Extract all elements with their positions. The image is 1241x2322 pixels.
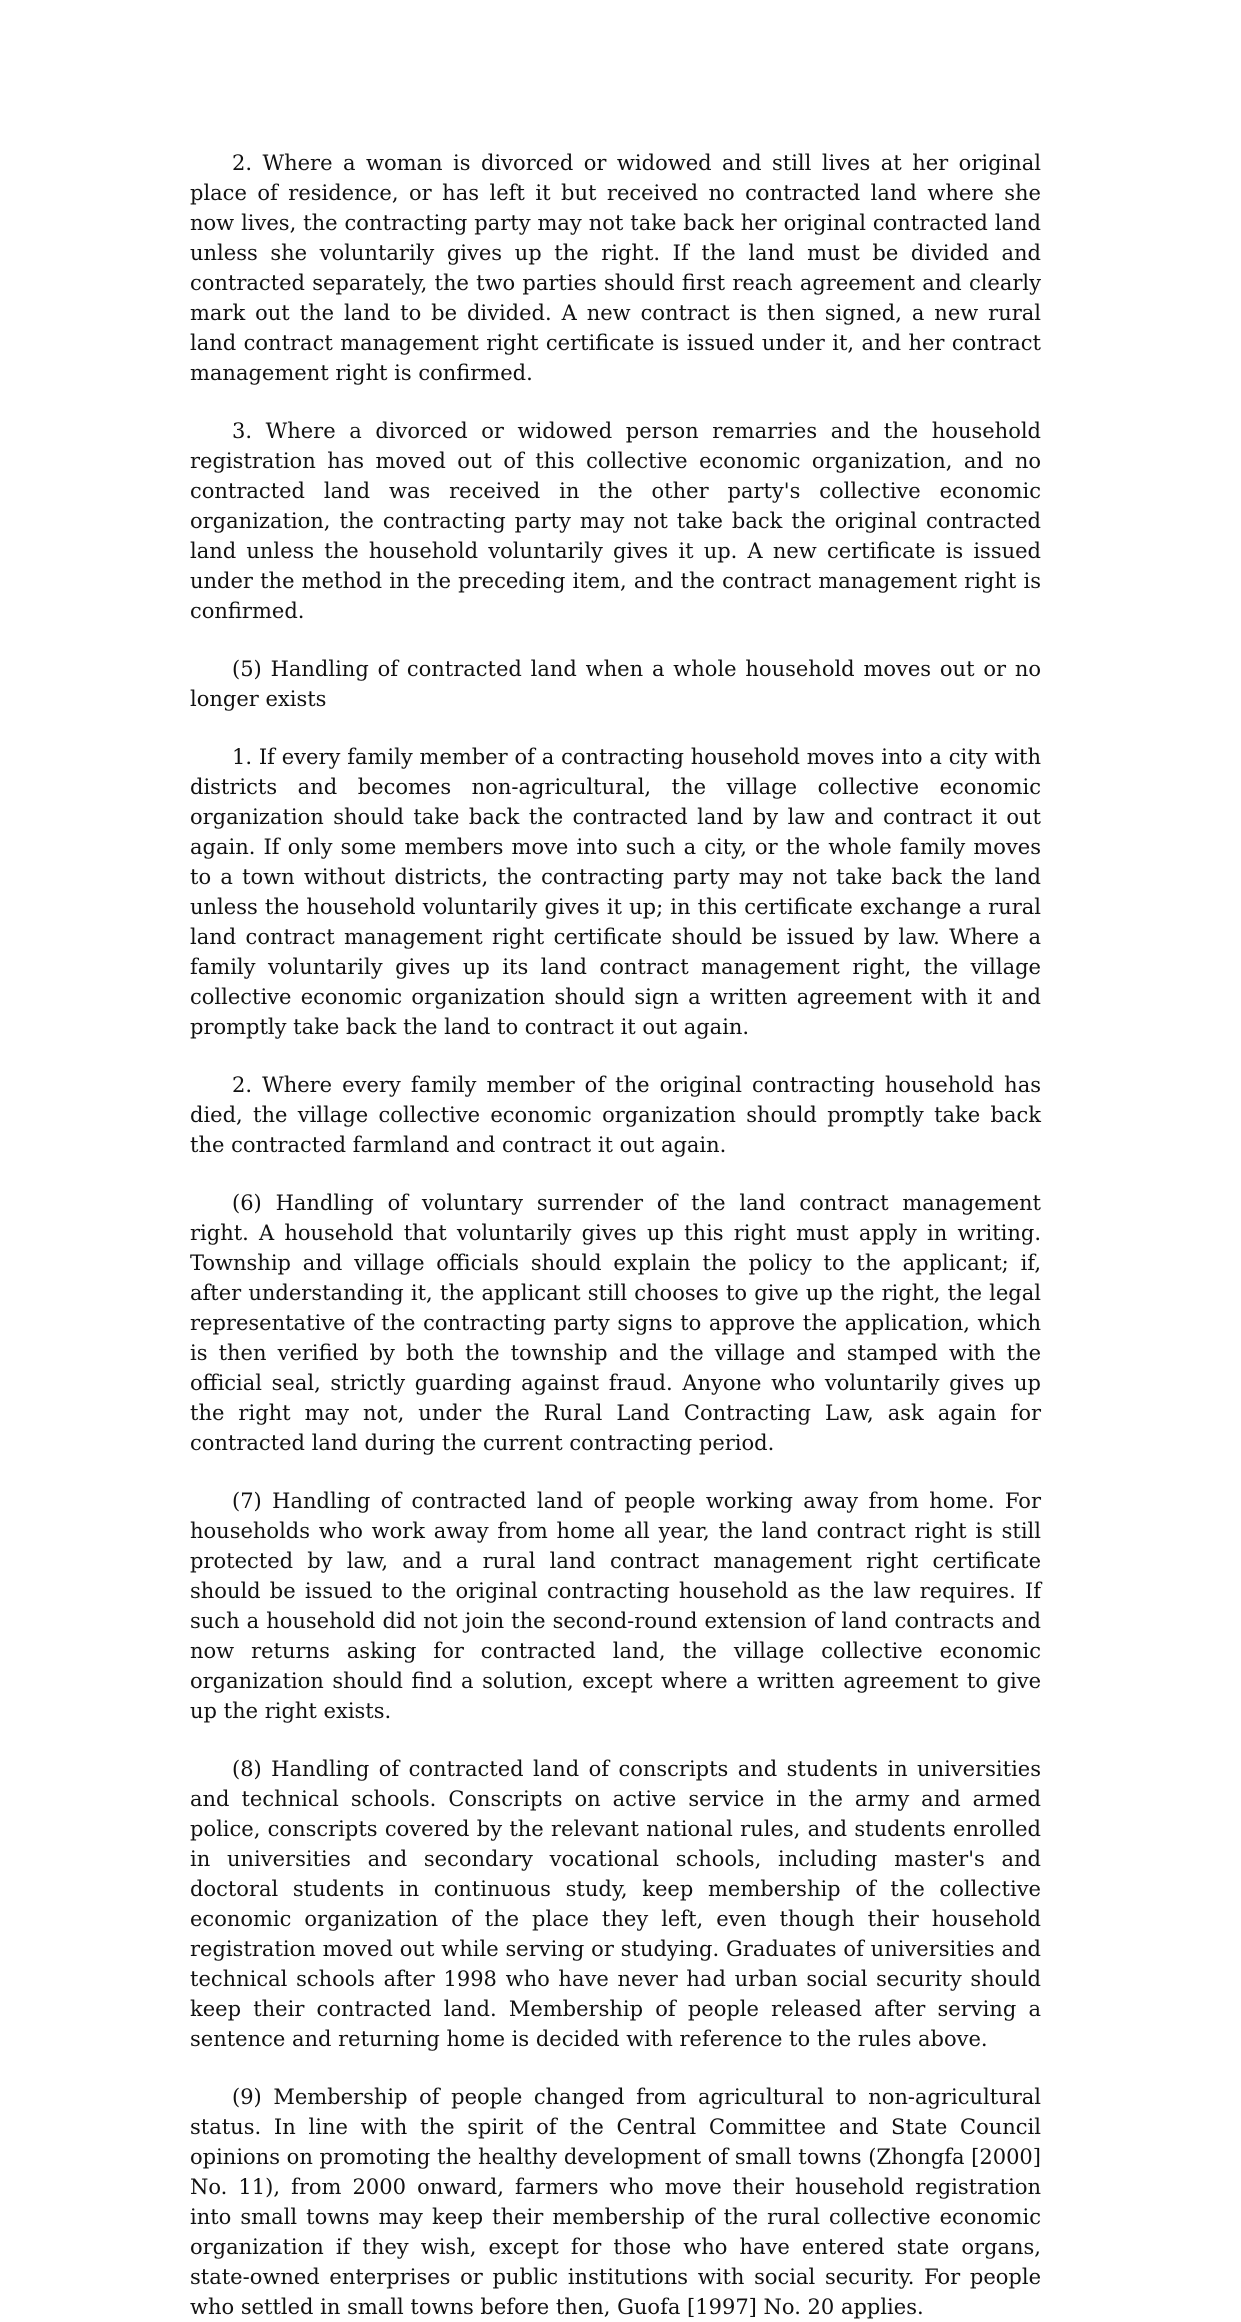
paragraph-section-seven: (7) Handling of contracted land of people working away from home. For households who work away from home all year, the land contract right is still protected by law, and a rural land contract management right certificate should be issued to the original contracting household as the law requires. If such a household did not join the second-round extension of land contracts and now returns asking for contracted land, the village collective economic organization should find a solution, except where a written agreement to give up the right exists. (190, 1489, 1041, 1723)
paragraph-divorce-widowed-women: 2. Where a woman is divorced or widowed and still lives at her original place of residence, or has left it but received no contracted land where she now lives, the contracting party may not take back her original contracted land unless she voluntarily gives up the right. If the land must be divided and contracted separately, the two parties should first reach agreement and clearly mark out the land to be divided. A new contract is then signed, a new rural land contract management right certificate is issued under it, and her contract management right is confirmed. (190, 151, 1041, 385)
paragraph-household-deceased: 2. Where every family member of the original contracting household has died, the village collective economic organization should promptly take back the contracted farmland and contract it out again. (190, 1073, 1041, 1157)
paragraph-remarriage: 3. Where a divorced or widowed person remarries and the household registration has moved out of this collective economic organization, and no contracted land was received in the other party's collective economic organization, the contracting party may not take back the original contracted land unless the household voluntarily gives it up. A new certificate is issued under the method in the preceding item, and the contract management right is confirmed. (190, 419, 1041, 623)
paragraph-section-nine: (9) Membership of people changed from agricultural to non-agricultural status. In line with the spirit of the Central Committee and State Council opinions on promoting the healthy development of small towns (Zhongfa [2000] No. 11), from 2000 onward, farmers who move their household registration into small towns may keep their membership of the rural collective economic organization if they wish, except for those who have entered state organs, state-owned enterprises or public institutions with social security. For people who settled in small towns before then, Guofa [1997] No. 20 applies. (190, 2085, 1041, 2319)
section-heading-five: (5) Handling of contracted land when a whole household moves out or no longer exists (190, 657, 1041, 711)
paragraph-section-eight: (8) Handling of contracted land of conscripts and students in universities and technical schools. Conscripts on active service in the army and armed police, conscripts covered by the relevant national rules, and students enrolled in universities and secondary vocational schools, including master's and doctoral students in continuous study, keep membership of the collective economic organization of the place they left, even though their household registration moved out while serving or studying. Graduates of universities and technical schools after 1998 who have never had urban social security should keep their contracted land. Membership of people released after serving a sentence and returning home is decided with reference to the rules above. (190, 1757, 1041, 2051)
paragraph-section-six: (6) Handling of voluntary surrender of the land contract management right. A household that voluntarily gives up this right must apply in writing. Township and village officials should explain the policy to the applicant; if, after understanding it, the applicant still chooses to give up the right, the legal representative of the contracting party signs to approve the application, which is then verified by both the township and the village and stamped with the official seal, strictly guarding against fraud. Anyone who voluntarily gives up the right may not, under the Rural Land Contracting Law, ask again for contracted land during the current contracting period. (190, 1191, 1041, 1455)
paragraph-household-moved-out: 1. If every family member of a contracting household moves into a city with districts and becomes non-agricultural, the village collective economic organization should take back the contracted land by law and contract it out again. If only some members move into such a city, or the whole family moves to a town without districts, the contracting party may not take back the land unless the household voluntarily gives it up; in this certificate exchange a rural land contract management right certificate should be issued by law. Where a family voluntarily gives up its land contract management right, the village collective economic organization should sign a written agreement with it and promptly take back the land to contract it out again. (190, 745, 1041, 1039)
